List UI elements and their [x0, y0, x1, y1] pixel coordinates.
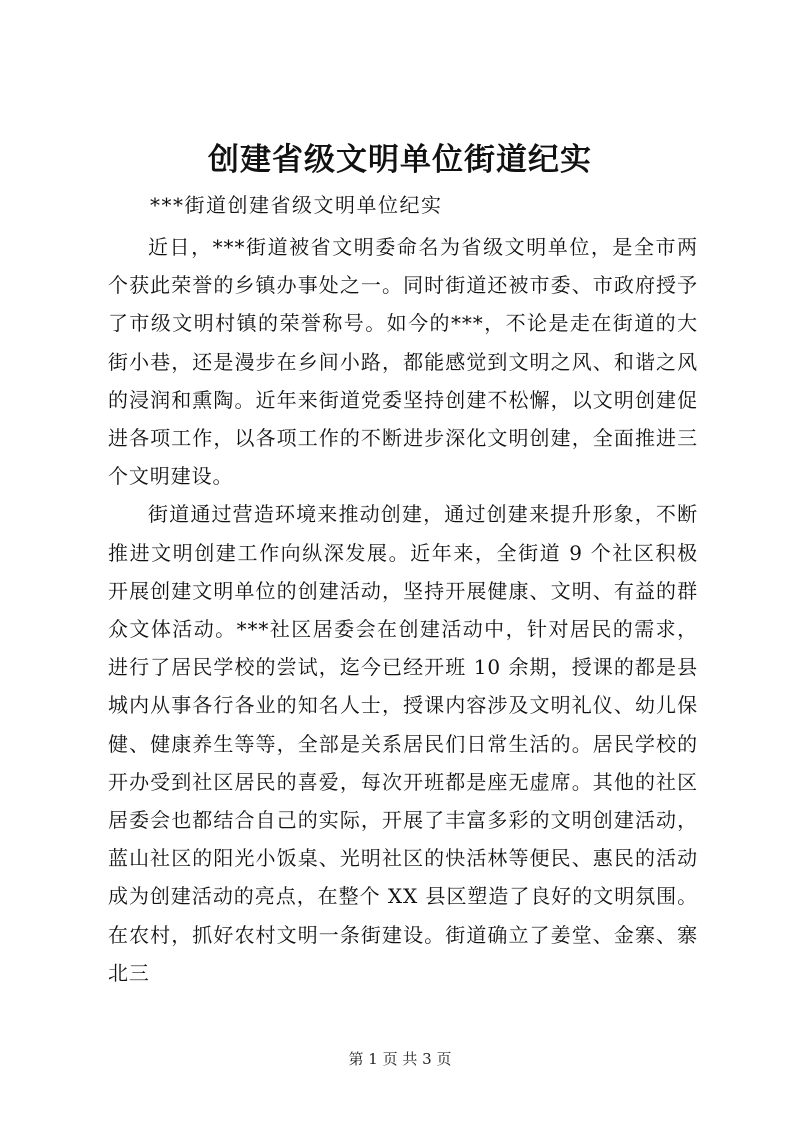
document-subtitle: ***街道创建省级文明单位纪实	[150, 193, 443, 217]
document-title: 创建省级文明单位街道纪实	[208, 142, 592, 178]
document-body	[108, 228, 698, 992]
paragraph: 街道通过营造环境来推动创建，通过创建来提升形象，不断推进文明创建工作向纵深发展。近年来，全街道 9 个社区积极开展创建文明单位的创建活动，坚持开展健康、文明、有益的群众文体活动。***社区居委会在创建活动中，针对居民的需求，进行了居民学校的尝试，迄今已经开班 10 余期，授课的都是县城内从事各行各业的知名人士，授课内容涉及文明礼仪、幼儿保健、健康养生等等，全部是关系居民们日常生活的。居民学校的开办受到社区居民的喜爱，每次开班都是座无虚席。其他的社区居委会也都结合自己的实际，开展了丰富多彩的文明创建活动，蓝山社区的阳光小饭桌、光明社区的快活林等便民、惠民的活动成为创建活动的亮点，在整个 XX 县区塑造了良好的文明氛围。在农村，抓好农村文明一条街建设。街道确立了姜堂、金寨、寨北三	[108, 502, 698, 985]
page-number-footer: 第 1 页 共 3 页	[348, 1050, 452, 1068]
paragraph: 近日，***街道被省文明委命名为省级文明单位，是全市两个获此荣誉的乡镇办事处之一。同时街道还被市委、市政府授予了市级文明村镇的荣誉称号。如今的***，不论是走在街道的大街小巷，还是漫步在乡间小路，都能感觉到文明之风、和谐之风的浸润和熏陶。近年来街道党委坚持创建不松懈，以文明创建促进各项工作，以各项工作的不断进步深化文明创建，全面推进三个文明建设。	[108, 235, 698, 489]
